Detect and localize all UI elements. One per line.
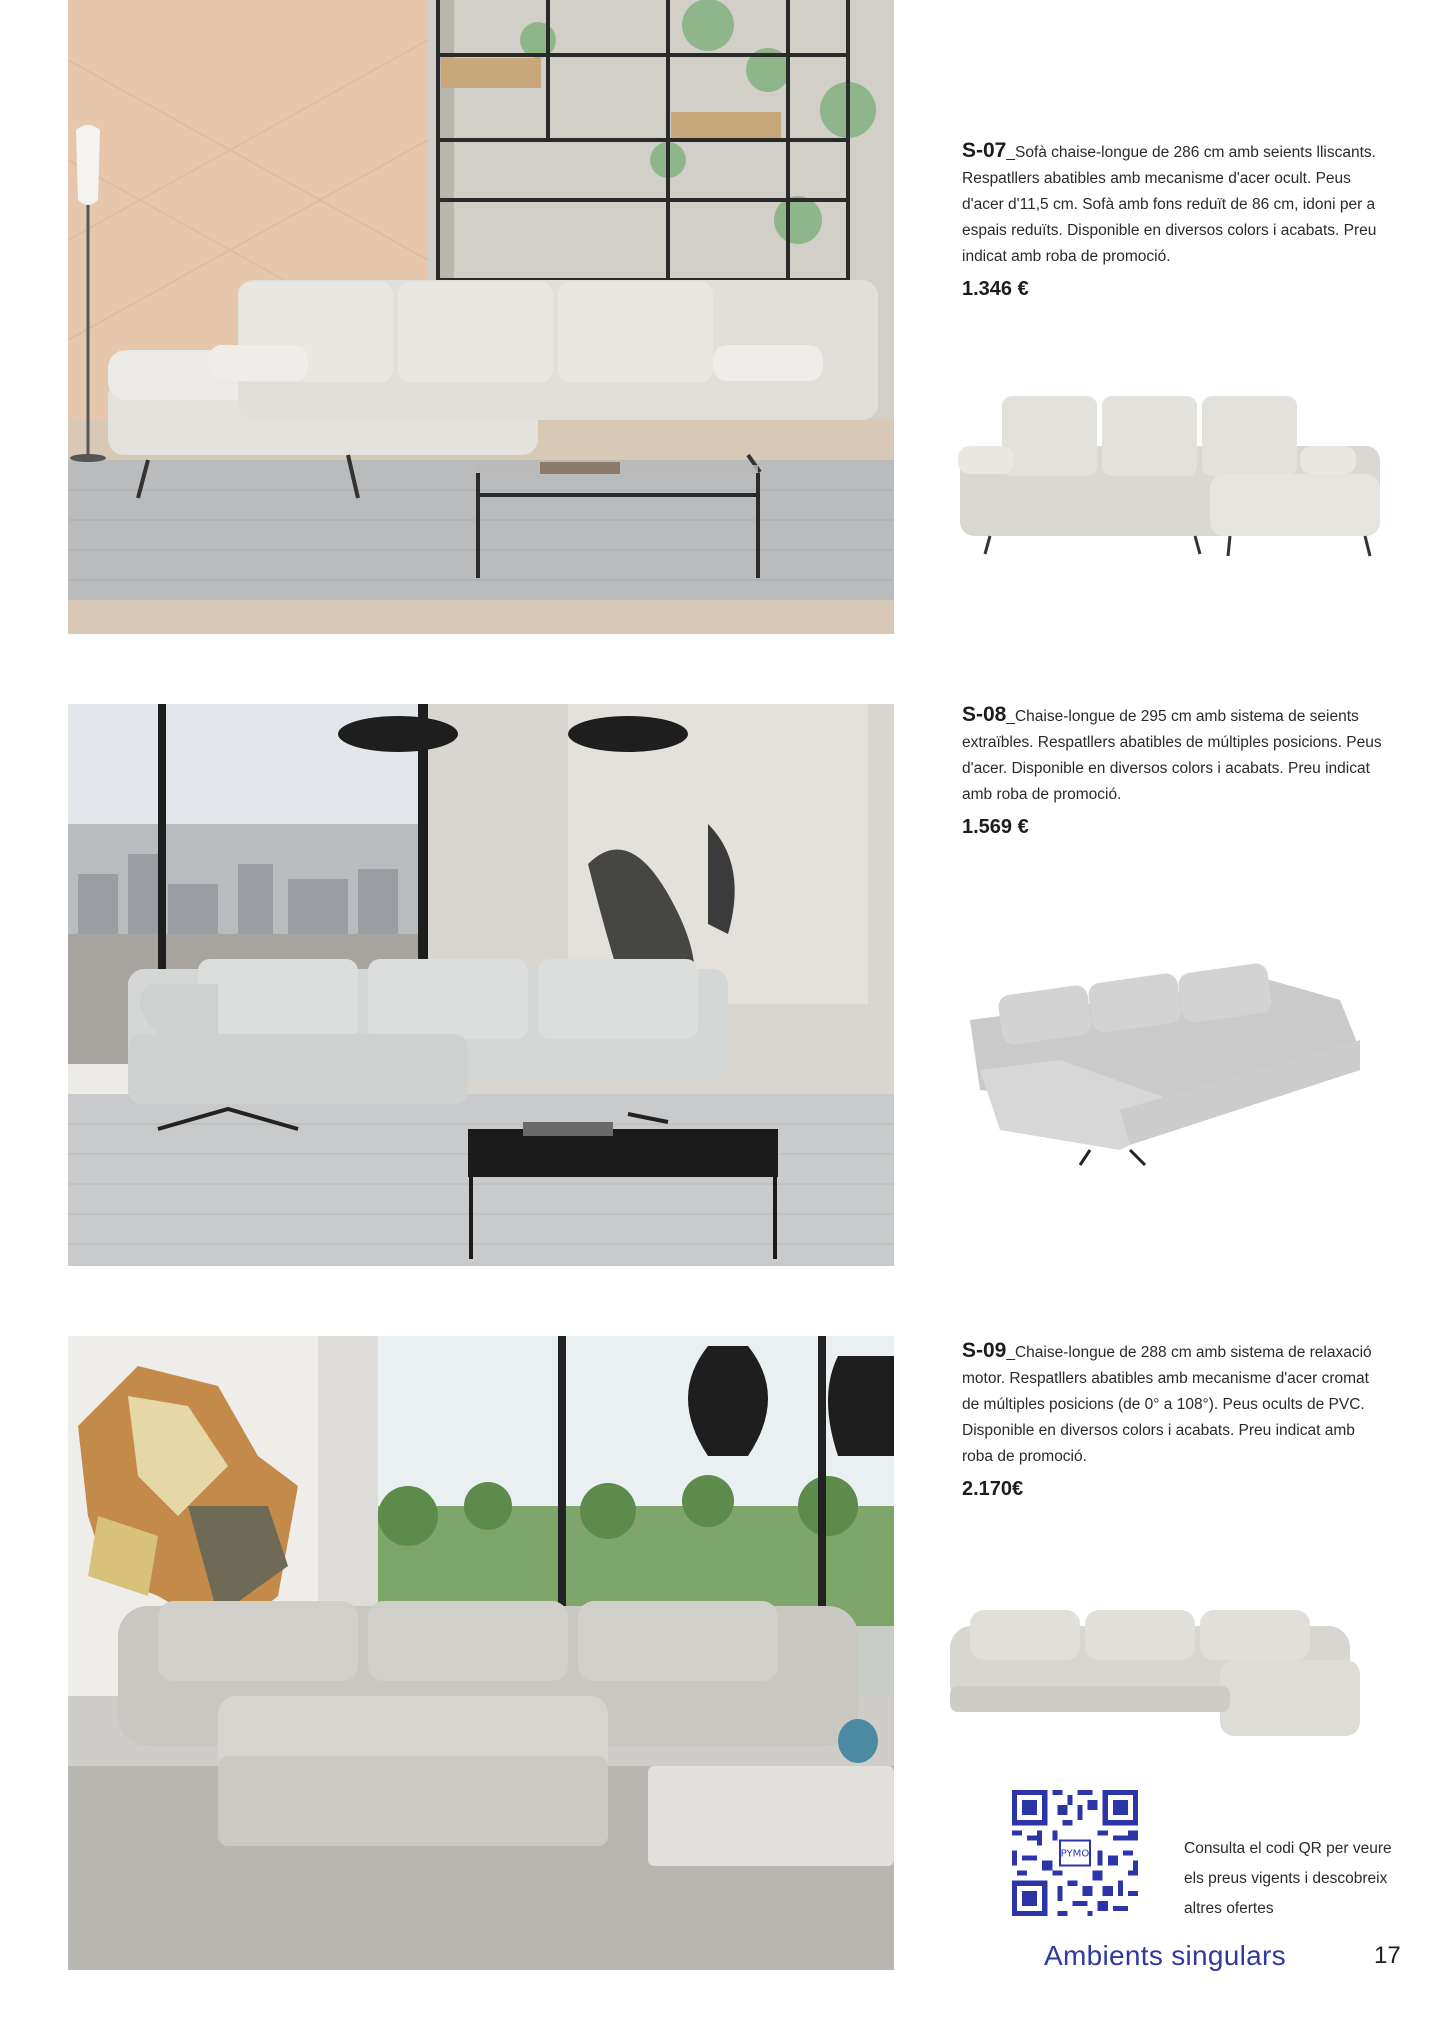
room-photo-s09 [68, 1336, 894, 1970]
product-text: _Sofà chaise-longue de 286 cm amb seients lliscants. Respatllers abatibles amb mecanisme d'acer ocult. Peus d'acer d'11,5 cm. Sofà amb fons reduït de 86 cm, idoni per a espais reduïts. Disponible en diversos colors i acabats. Preu indicat amb roba de promoció. [962, 144, 1377, 265]
product-code: S-07 [962, 139, 1007, 162]
product-cutout-s08 [940, 960, 1390, 1190]
product-description-s09 [962, 1338, 1382, 1502]
qr-code[interactable] [1012, 1790, 1138, 1916]
product-price: 1.569 € [962, 816, 1029, 838]
qr-logo-text: PYMO [1060, 1848, 1090, 1860]
product-text: _Chaise-longue de 288 cm amb sistema de relaxació motor. Respatllers abatibles amb mecanisme d'acer cromat de múltiples posicions (de 0° a 108°). Peus ocults de PVC. Disponible en diversos colors i acabats. Preu indicat amb roba de promoció. [962, 1344, 1372, 1465]
product-code: S-08 [962, 703, 1007, 726]
qr-caption: Consulta el codi QR per veure els preus vigents i descobreix altres ofertes [1184, 1840, 1392, 1917]
product-price: 2.170€ [962, 1478, 1024, 1500]
product-price: 1.346 € [962, 278, 1029, 300]
section-title: Ambients singulars [1044, 1940, 1286, 1971]
product-description-s07 [962, 138, 1382, 302]
product-cutout-s09 [940, 1596, 1380, 1756]
product-code: S-09 [962, 1339, 1007, 1362]
product-description-s08 [962, 702, 1382, 840]
page-number: 17 [1374, 1942, 1401, 1969]
room-photo-s08 [68, 704, 894, 1266]
room-photo-s07 [68, 0, 894, 634]
product-cutout-s07 [950, 386, 1390, 562]
product-text: _Chaise-longue de 295 cm amb sistema de seients extraïbles. Respatllers abatibles de múltiples posicions. Peus d'acer. Disponible en diversos colors i acabats. Preu indicat amb roba de promoció. [962, 708, 1382, 803]
